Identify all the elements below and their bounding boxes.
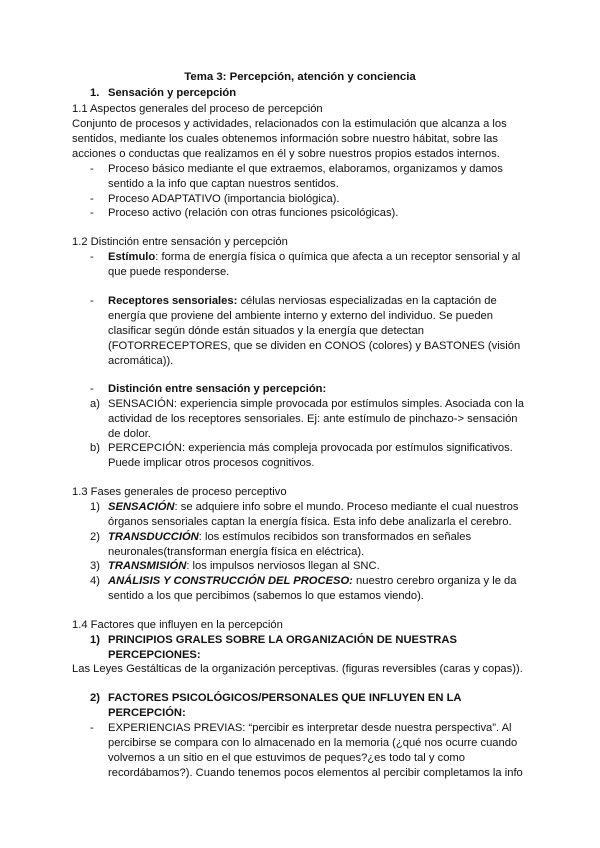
bullet-text: energía que proviene del ambiente interno y externo del individuo. Se pueden [108,310,493,322]
bullet-text: volvemos a un sitio en el que estuvimos de peques?¿es todo tal y como [108,752,465,764]
bullet-dash: - [90,251,94,263]
bullet-dash: - [90,722,94,734]
subsection-1-3-heading: 1.3 Fases generales de proceso perceptivo [72,486,287,498]
bullet-text: Proceso ADAPTATIVO (importancia biológica). [108,193,340,205]
list-number: 3) [90,560,100,572]
list-heading: PERCEPCIÓN: [108,707,186,719]
bullet-text: Estímulo: forma de energía física o química que afecta a un receptor sensorial y al [108,251,521,263]
bullet-text: EXPERIENCIAS PREVIAS: “percibir es interpretar desde nuestra perspectiva”. Al [108,722,512,734]
term-analisis: ANÁLISIS Y CONSTRUCCIÓN DEL PROCESO: [108,575,353,587]
paragraph-line: sentidos, mediante los cuales obtenemos información sobre nuestro hábitat, sobre las [72,133,498,145]
list-text: ANÁLISIS Y CONSTRUCCIÓN DEL PROCESO: nuestro cerebro organiza y le da [108,575,517,587]
subsection-1-1-heading: 1.1 Aspectos generales del proceso de percepción [72,103,323,115]
list-text: órganos sensoriales captan la energía física. Esta info debe analizarla el cerebro. [108,516,512,528]
list-text: PERCEPCIÓN: experiencia más compleja provocada por estímulos significativos. [108,442,513,454]
list-text: SENSACIÓN: experiencia simple provocada por estímulos simples. Asociada con la [108,398,524,410]
bullet-text: clasificar según dónde están situados y la energía que detectan [108,325,424,337]
bullet-dash: - [90,383,94,395]
term-distincion: Distinción entre sensación y percepción: [108,383,327,395]
term-sensacion: SENSACIÓN [108,501,175,513]
bullet-dash: - [90,193,94,205]
list-number: 4) [90,575,100,587]
term-receptores: Receptores sensoriales: [108,295,238,307]
subsection-1-4-heading: 1.4 Factores que influyen en la percepción [72,619,283,631]
list-number: 1) [90,634,100,646]
bullet-text: Proceso básico mediante el que extraemos, elaboramos, organizamos y damos [108,163,503,175]
list-text: de dolor. [108,428,151,440]
list-number: 1) [90,501,100,513]
list-text: neuronales(transforman energía física en eléctrica). [108,546,365,558]
document-title: Tema 3: Percepción, atención y conciencia [184,71,416,83]
bullet-text: Proceso activo (relación con otras funciones psicológicas). [108,207,399,219]
list-heading: PRINCIPIOS GRALES SOBRE LA ORGANIZACIÓN DE NUESTRAS [108,634,457,646]
term-transmision: TRANSMISIÓN [108,560,187,572]
list-text: Puede implicar otros procesos cognitivos. [108,457,315,469]
bullet-text: Receptores sensoriales: células nerviosas especializadas en la captación de [108,295,497,307]
term-transduccion: TRANSDUCCIÓN [108,531,199,543]
list-number: 2) [90,531,100,543]
paragraph-line: Conjunto de procesos y actividades, relacionados con la estimulación que alcanza a los [72,118,507,130]
bullet-dash: - [90,207,94,219]
bullet-text: (FOTORRECEPTORES, que se dividen en CONOS (colores) y BASTONES (visión [108,340,521,352]
subsection-1-2-heading: 1.2 Distinción entre sensación y percepción [72,236,288,248]
section-1-title: Sensación y percepción [108,87,237,99]
list-text: TRANSMISIÓN: los impulsos nerviosos llegan al SNC. [108,560,380,572]
list-number: 2) [90,692,100,704]
bullet-dash: - [90,295,94,307]
bullet-text: sentido a la info que captan nuestros sentidos. [108,178,339,190]
term-estimulo: Estímulo [108,251,156,263]
bullet-text: percibirse se compara con lo almacenado en la memoria (¿qué nos ocurre cuando [108,737,518,749]
list-heading: PERCEPCIONES: [108,649,201,661]
list-text: actividad de los receptores sensoriales. Ej: ante estímulo de pinchazo-> sensación [108,413,518,425]
list-text: sentido a los que percibimos (sabemos lo que estamos viendo). [108,590,424,602]
section-1-number: 1. [90,87,100,99]
bullet-dash: - [90,163,94,175]
bullet-text: recordábamos?). Cuando tenemos pocos elementos al percibir completamos la info [108,767,523,779]
bullet-text: que puede responderse. [108,266,230,278]
list-letter: b) [90,442,100,454]
list-heading: FACTORES PSICOLÓGICOS/PERSONALES QUE INFLUYEN EN LA [108,692,462,704]
paragraph-line: Las Leyes Gestálticas de la organización perceptivas. (figuras reversibles (caras y copas)). [72,663,523,675]
bullet-text: acromática)). [108,355,174,367]
list-letter: a) [90,398,100,410]
paragraph-line: acciones o conductas que realizamos en él y sobre nuestros propios estados internos. [72,148,500,160]
list-text: TRANSDUCCIÓN: los estímulos recibidos son transformados en señales [108,531,472,543]
list-text: SENSACIÓN: se adquiere info sobre el mundo. Proceso mediante el cual nuestros [108,501,519,513]
